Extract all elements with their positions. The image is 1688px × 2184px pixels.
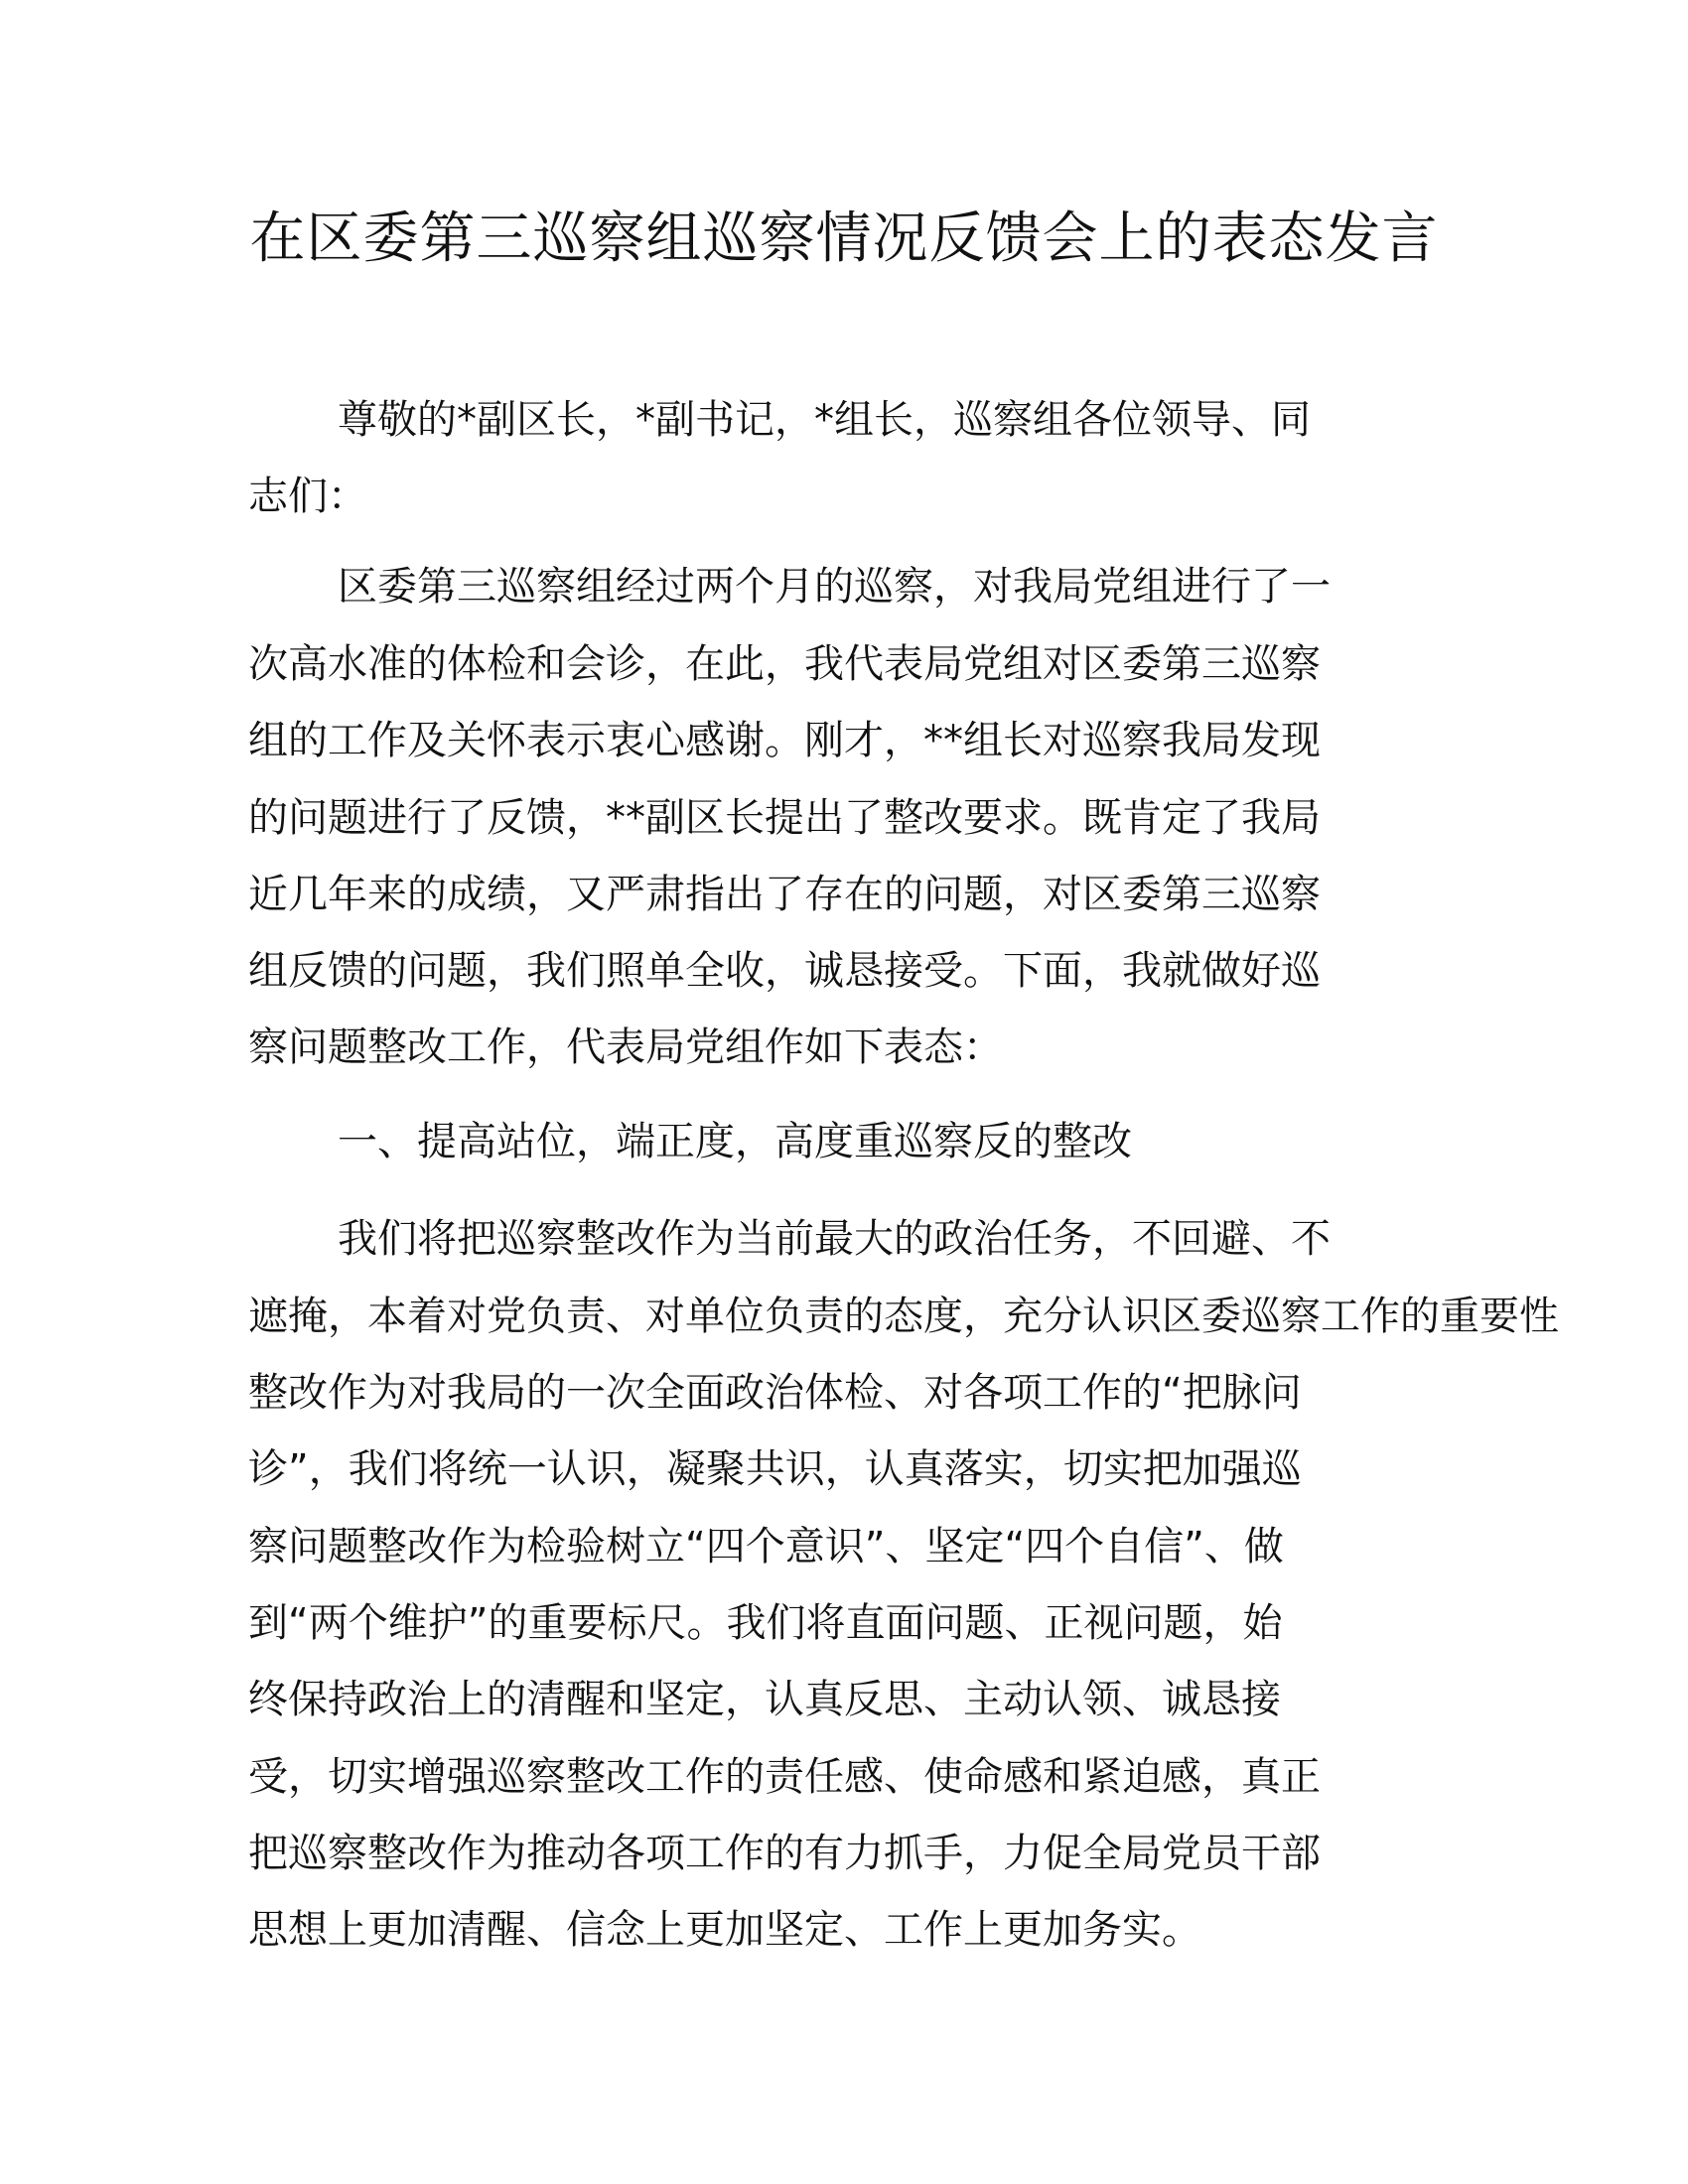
text-line: 诊”，我们将统一认识，凝聚共识，认真落实，切实把加强巡 [248,1446,1302,1492]
text-line: 的问题进行了反馈，**副区长提出了整改要求。既肯定了我局 [248,795,1321,841]
section-heading: 一、提高站位，端正度，高度重巡察反的整改 [338,1119,1132,1164]
text-line: 区委第三巡察组经过两个月的巡察，对我局党组进行了一 [338,564,1331,610]
text-line: 尊敬的*副区长，*副书记，*组长，巡察组各位领导、同 [338,397,1311,443]
text-line: 察问题整改作为检验树立“四个意识”、坚定“四个自信”、做 [248,1524,1284,1570]
text-line: 察问题整改工作，代表局党组作如下表态： [248,1024,1003,1070]
text-line: 终保持政治上的清醒和坚定，认真反思、主动认领、诚恳接 [248,1677,1281,1722]
text-line: 组的工作及关怀表示衷心感谢。刚才，**组长对巡察我局发现 [248,718,1321,763]
text-line: 把巡察整改作为推动各项工作的有力抓手，力促全局党员干部 [248,1831,1321,1876]
text-line: 受，切实增强巡察整改工作的责任感、使命感和紧迫感，真正 [248,1754,1321,1800]
text-line: 志们： [248,474,367,519]
text-line: 思想上更加清醒、信念上更加坚定、工作上更加务实。 [248,1907,1201,1953]
text-line: 遮掩，本着对党负责、对单位负责的态度，充分认识区委巡察工作的重要性 [248,1294,1559,1339]
text-line: 到“两个维护”的重要标尺。我们将直面问题、正视问题，始 [248,1600,1283,1646]
page-title: 在区委第三巡察组巡察情况反馈会上的表态发言 [249,206,1439,271]
text-line: 组反馈的问题，我们照单全收，诚恳接受。下面，我就做好巡 [248,948,1321,994]
text-line: 整改作为对我局的一次全面政治体检、对各项工作的“把脉问 [248,1370,1302,1416]
text-line: 我们将把巡察整改作为当前最大的政治任务，不回避、不 [338,1216,1331,1262]
text-line: 近几年来的成绩，又严肃指出了存在的问题，对区委第三巡察 [248,872,1321,917]
text-line: 次高水准的体检和会诊，在此，我代表局党组对区委第三巡察 [248,641,1321,687]
